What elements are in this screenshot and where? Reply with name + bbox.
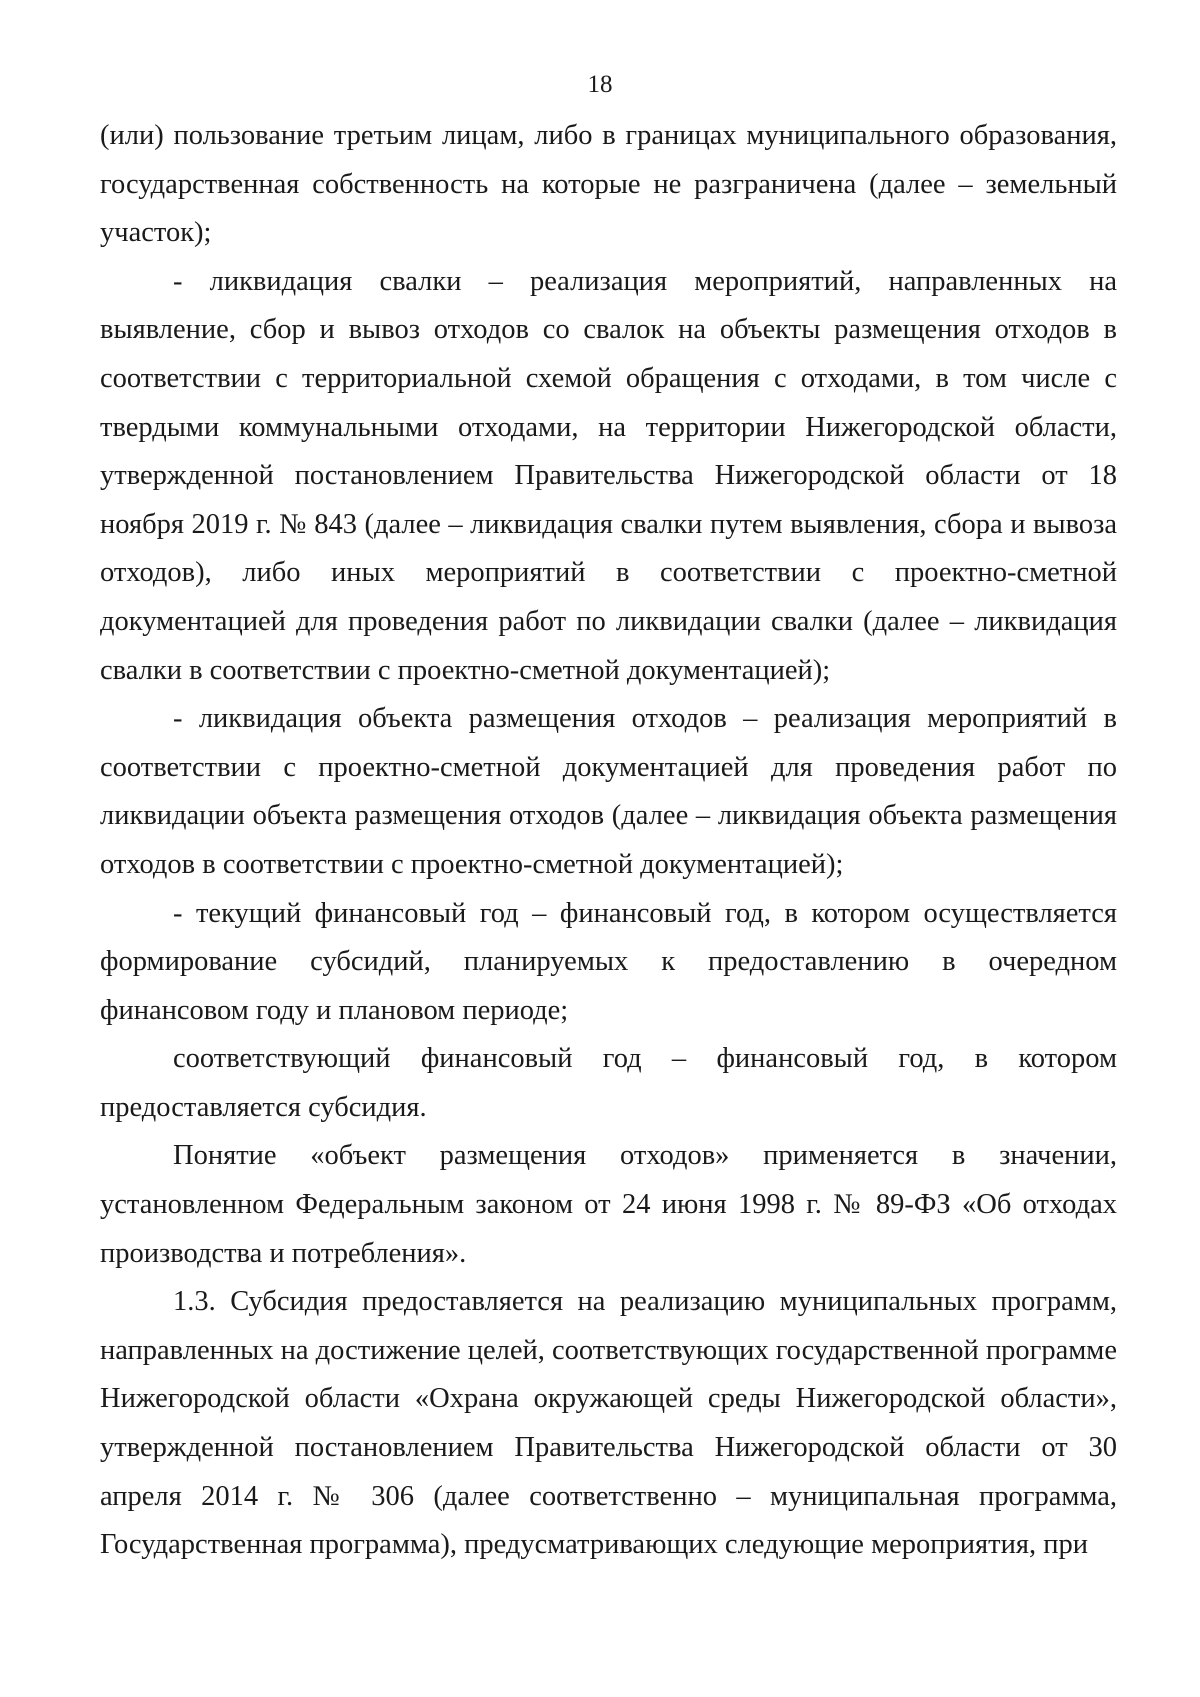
page-number: 18	[587, 71, 613, 98]
paragraph-section-1-3: 1.3. Субсидия предоставляется на реализацию муниципальных программ, направленных на достижение целей, соответствующих государственной программе Нижегородской области «Охрана окружающей среды Нижегородской области», утвержденной постановлением Правительства Нижегородской области от 30 апреля 2014 г. № 306 (далее соответственно – муниципальная программа, Государственная программа), предусматривающих следующие мероприятия, при	[100, 1286, 1117, 1561]
paragraph-dump-liquidation-definition: - ликвидация свалки – реализация мероприятий, направленных на выявление, сбор и вывоз отходов со свалок на объекты размещения отходов в соответствии с территориальной схемой обращения с отходами, в том числе с твердыми коммунальными отходами, на территории Нижегородской области, утвержденной постановлением Правительства Нижегородской области от 18 ноября 2019 г. № 843 (далее – ликвидация свалки путем выявления, сбора и вывоза отходов), либо иных мероприятий в соответствии с проектно-сметной документацией для проведения работ по ликвидации свалки (далее – ликвидация свалки в соответствии с проектно-сметной документацией);	[100, 265, 1117, 686]
paragraph-waste-facility-concept: Понятие «объект размещения отходов» применяется в значении, установленном Федеральным законом от 24 июня 1998 г. № 89-ФЗ «Об отходах производства и потребления».	[100, 1140, 1117, 1269]
paragraph-waste-facility-liquidation-definition: - ликвидация объекта размещения отходов – реализация мероприятий в соответствии с проектно-сметной документацией для проведения работ по ликвидации объекта размещения отходов (далее – ликвидация объекта размещения отходов в соответствии с проектно-сметной документацией);	[100, 703, 1117, 880]
document-body	[100, 112, 1117, 1570]
paragraph-current-fiscal-year-definition: - текущий финансовый год – финансовый год, в котором осуществляется формирование субсидий, планируемых к предоставлению в очередном финансовом году и плановом периоде;	[100, 897, 1117, 1026]
paragraph-corresponding-fiscal-year-definition: соответствующий финансовый год – финансовый год, в котором предоставляется субсидия.	[100, 1043, 1117, 1123]
paragraph-land-plot-continuation: (или) пользование третьим лицам, либо в границах муниципального образования, государственная собственность на которые не разграничена (далее – земельный участок);	[100, 120, 1117, 249]
